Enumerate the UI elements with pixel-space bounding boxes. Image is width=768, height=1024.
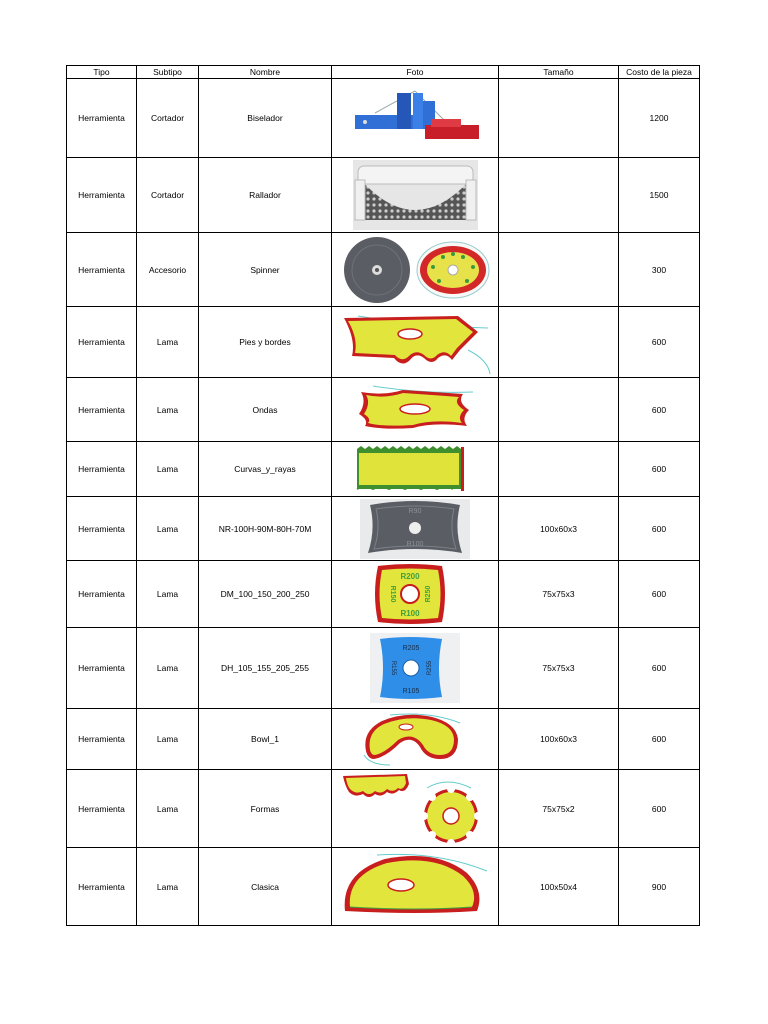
table-row <box>67 442 700 497</box>
cell-tamano <box>499 442 619 497</box>
pies-bordes-icon <box>338 310 493 374</box>
cell-nombre: Biselador <box>199 79 332 158</box>
cell-nombre: Spinner <box>199 233 332 307</box>
header-tamano: Tamaño <box>499 66 619 79</box>
cell-costo: 1200 <box>619 79 700 158</box>
table-row <box>67 158 700 233</box>
cell-tamano <box>499 158 619 233</box>
cell-tipo: Herramienta <box>67 848 137 926</box>
cell-subtipo: Lama <box>137 442 199 497</box>
cell-nombre: Pies y bordes <box>199 307 332 378</box>
header-foto: Foto <box>332 66 499 79</box>
cell-subtipo: Lama <box>137 848 199 926</box>
cell-tipo: Herramienta <box>67 561 137 628</box>
header-costo: Costo de la pieza <box>619 66 700 79</box>
cell-tipo: Herramienta <box>67 442 137 497</box>
cell-tipo: Herramienta <box>67 709 137 770</box>
dm-label-right: R250 <box>425 585 432 603</box>
cell-foto <box>332 158 499 233</box>
cell-nombre: Formas <box>199 770 332 848</box>
table-row <box>67 628 700 709</box>
cell-subtipo: Lama <box>137 378 199 442</box>
cell-foto <box>332 233 499 307</box>
table-row <box>67 79 700 158</box>
cell-foto <box>332 561 499 628</box>
cell-tipo: Herramienta <box>67 79 137 158</box>
cell-costo: 600 <box>619 497 700 561</box>
cell-tamano: 75x75x3 <box>499 561 619 628</box>
dm-label-left: R150 <box>389 585 396 603</box>
cell-nombre: Ondas <box>199 378 332 442</box>
dh-label-top: R205 <box>402 645 420 652</box>
cell-costo: 900 <box>619 848 700 926</box>
cell-tamano: 75x75x3 <box>499 628 619 709</box>
bowl-blade-icon <box>360 711 470 767</box>
ondas-icon <box>353 382 478 438</box>
nr-blade-icon <box>360 499 470 559</box>
cell-foto <box>332 378 499 442</box>
header-nombre: Nombre <box>199 66 332 79</box>
curvas-rayas-icon <box>353 445 478 493</box>
dm-blade-icon <box>370 562 460 626</box>
cell-foto <box>332 497 499 561</box>
cell-nombre: Curvas_y_rayas <box>199 442 332 497</box>
cell-nombre: NR-100H-90M-80H-70M <box>199 497 332 561</box>
cell-subtipo: Lama <box>137 497 199 561</box>
spinner-icon <box>335 235 495 305</box>
table-row <box>67 497 700 561</box>
formas-blade-icon <box>335 772 495 846</box>
cell-foto <box>332 709 499 770</box>
cell-costo: 1500 <box>619 158 700 233</box>
header-row <box>67 66 700 79</box>
table-row <box>67 709 700 770</box>
nr-label-bottom: R100 <box>406 540 424 548</box>
cell-foto <box>332 307 499 378</box>
cell-foto <box>332 848 499 926</box>
header-tipo: Tipo <box>67 66 137 79</box>
table-row <box>67 770 700 848</box>
dh-label-left: R155 <box>390 660 396 676</box>
table-row <box>67 233 700 307</box>
nr-label-top: R90 <box>408 507 422 515</box>
cell-foto <box>332 628 499 709</box>
biselador-icon <box>345 83 485 153</box>
cell-subtipo: Accesorio <box>137 233 199 307</box>
cell-costo: 600 <box>619 307 700 378</box>
dm-label-bottom: R100 <box>400 609 420 618</box>
table-row <box>67 378 700 442</box>
cell-costo: 600 <box>619 628 700 709</box>
cell-tipo: Herramienta <box>67 233 137 307</box>
cell-foto <box>332 442 499 497</box>
cell-subtipo: Lama <box>137 307 199 378</box>
table-row <box>67 307 700 378</box>
header-subtipo: Subtipo <box>137 66 199 79</box>
cell-tamano <box>499 79 619 158</box>
cell-subtipo: Lama <box>137 628 199 709</box>
cell-tamano: 100x60x3 <box>499 497 619 561</box>
table-row <box>67 848 700 926</box>
cell-costo: 600 <box>619 709 700 770</box>
cell-subtipo: Cortador <box>137 158 199 233</box>
cell-nombre: Bowl_1 <box>199 709 332 770</box>
cell-nombre: Clasica <box>199 848 332 926</box>
rallador-icon <box>353 160 478 230</box>
cell-tamano: 100x50x4 <box>499 848 619 926</box>
price-table <box>66 65 700 926</box>
cell-costo: 600 <box>619 770 700 848</box>
cell-foto <box>332 770 499 848</box>
cell-tipo: Herramienta <box>67 770 137 848</box>
cell-subtipo: Lama <box>137 561 199 628</box>
cell-tipo: Herramienta <box>67 378 137 442</box>
cell-tamano <box>499 378 619 442</box>
dh-blade-icon <box>370 633 460 703</box>
dm-label-top: R200 <box>400 572 420 581</box>
cell-foto <box>332 79 499 158</box>
cell-tamano: 75x75x2 <box>499 770 619 848</box>
cell-nombre: DH_105_155_205_255 <box>199 628 332 709</box>
cell-tamano <box>499 233 619 307</box>
clasica-blade-icon <box>337 851 493 923</box>
cell-costo: 600 <box>619 561 700 628</box>
cell-tipo: Herramienta <box>67 497 137 561</box>
cell-tamano <box>499 307 619 378</box>
cell-tipo: Herramienta <box>67 628 137 709</box>
dh-label-right: R255 <box>427 660 433 676</box>
cell-tipo: Herramienta <box>67 158 137 233</box>
cell-costo: 600 <box>619 378 700 442</box>
cell-tamano: 100x60x3 <box>499 709 619 770</box>
table-row <box>67 561 700 628</box>
cell-costo: 300 <box>619 233 700 307</box>
cell-subtipo: Lama <box>137 770 199 848</box>
dh-label-bottom: R105 <box>402 688 420 695</box>
cell-subtipo: Lama <box>137 709 199 770</box>
cell-costo: 600 <box>619 442 700 497</box>
cell-tipo: Herramienta <box>67 307 137 378</box>
cell-nombre: DM_100_150_200_250 <box>199 561 332 628</box>
cell-subtipo: Cortador <box>137 79 199 158</box>
cell-nombre: Rallador <box>199 158 332 233</box>
